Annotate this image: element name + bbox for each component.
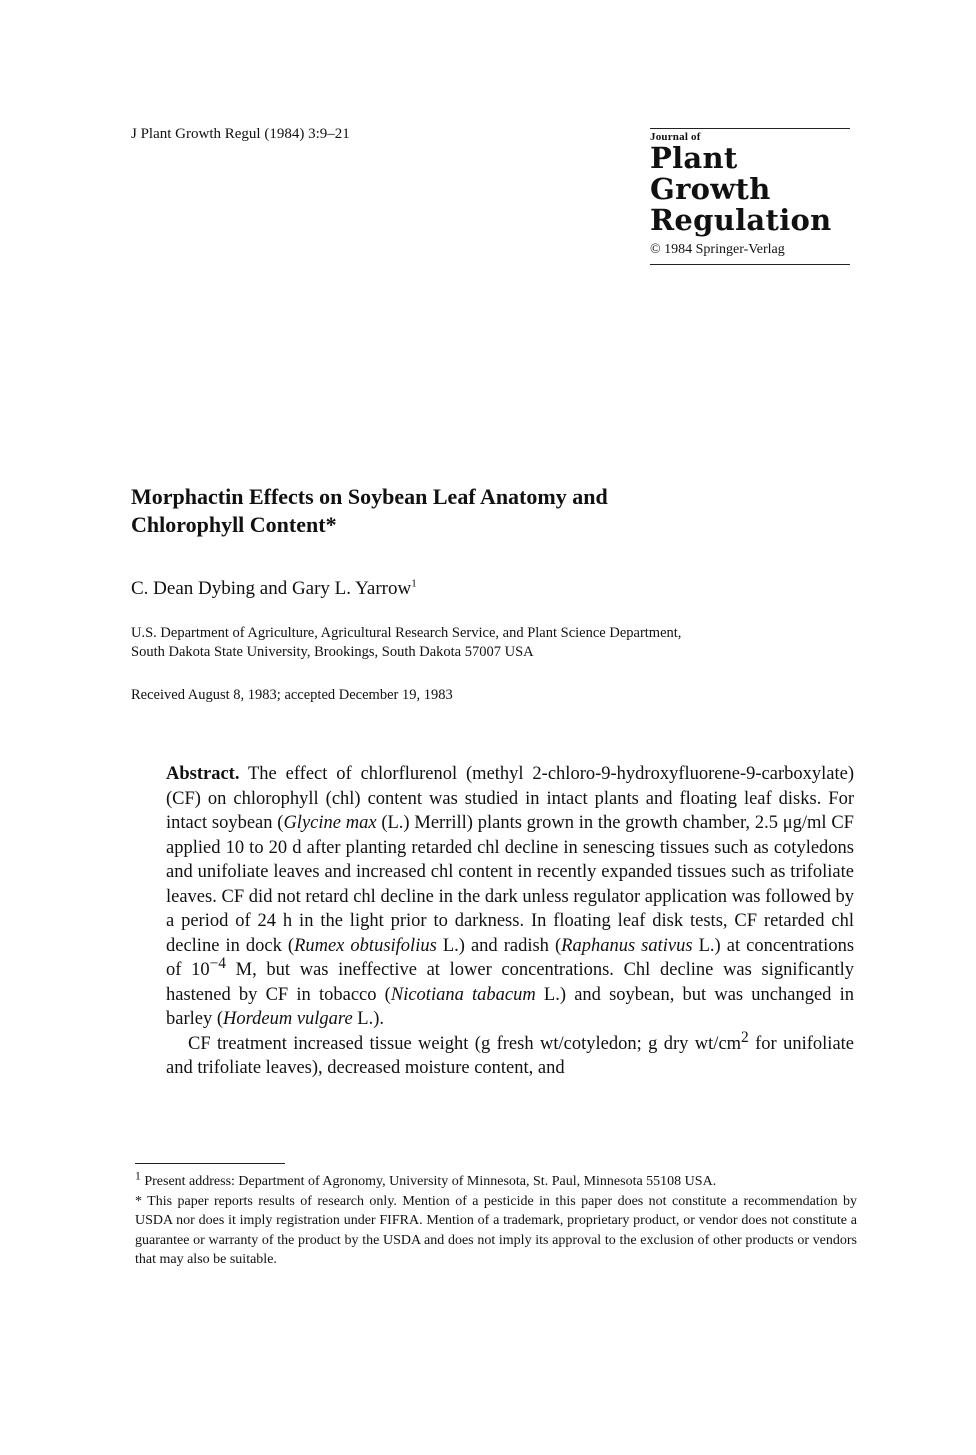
article-title-line1: Morphactin Effects on Soybean Leaf Anatomy and — [131, 484, 608, 509]
logo-journal-of: Journal of — [650, 131, 701, 143]
journal-logo — [650, 128, 850, 265]
journal-citation: J Plant Growth Regul (1984) 3:9–21 — [131, 126, 350, 142]
species-name: Raphanus sativus — [561, 935, 693, 956]
species-name: Nicotiana tabacum — [390, 984, 536, 1005]
footnote-1-text: Present address: Department of Agronomy, University of Minnesota, St. Paul, Minnesota 55108 USA. — [140, 1174, 717, 1189]
logo-bottom-rule — [650, 264, 850, 265]
abstract-paragraph-1 — [166, 762, 854, 1032]
affiliation-line1: U.S. Department of Agriculture, Agricultural Research Service, and Plant Science Department, — [131, 625, 682, 641]
abstract-label: Abstract. — [166, 764, 240, 784]
affiliation — [131, 624, 861, 662]
abstract-text: L.) at concentrations of 10 — [166, 935, 855, 980]
footnote-2: * This paper reports results of research only. Mention of a pesticide in this paper does not constitute a recommendation by USDA nor does it imply registration under FIFRA. Mention of a trademark, proprietary product, or vendor does not constitute a guarantee or warranty of the product by the USDA and does not imply its approval to the exclusion of other products or vendors that may also be suitable. — [135, 1193, 857, 1267]
authors-text: C. Dean Dybing and Gary L. Yarrow — [131, 578, 412, 599]
abstract-text: L.) and radish ( — [436, 935, 562, 956]
footnotes — [135, 1169, 857, 1270]
abstract-text: M, but was ineffective at lower concentrations. Chl decline was significantly hastened by CF in tobacco ( — [166, 960, 854, 1005]
logo-copyright: © 1984 Springer-Verlag — [650, 242, 785, 257]
abstract — [166, 762, 854, 1081]
exponent: −4 — [209, 954, 226, 972]
species-name: Rumex obtusifolius — [294, 935, 437, 956]
species-name: Glycine max — [283, 813, 377, 833]
received-dates: Received August 8, 1983; accepted December 19, 1983 — [131, 687, 453, 703]
abstract-text: CF treatment increased tissue weight (g fresh wt/cotyledon; g dry wt/cm — [188, 1033, 742, 1054]
article-title-line2: Chlorophyll Content* — [131, 512, 337, 537]
abstract-text: for unifoliate and trifoliate leaves), decreased moisture content, and — [166, 1033, 855, 1078]
species-name: Hordeum vulgare — [223, 1009, 353, 1029]
abstract-text: (L.) Merrill) plants grown in the growth chamber, 2.5 μg/ml CF applied 10 to 20 d after planting retarded chl decline in senescing tissues such as cotyledons and unifoliate leaves and increased chl content in recently expanded tissues such as trifoliate leaves. CF did not retard chl decline in the dark unless regulator application was followed by a period of 24 h in the light prior to darkness. In floating leaf disk tests, CF retarded chl decline in dock ( — [166, 813, 854, 956]
footnote-mark: 1 — [135, 1169, 141, 1183]
logo-top-rule — [650, 128, 850, 129]
abstract-text: L.). — [352, 1009, 385, 1029]
abstract-text: L.) and soybean, but was unchanged in barley ( — [166, 984, 854, 1029]
article-title — [131, 483, 731, 539]
abstract-text: The effect of chlorflurenol (methyl 2-chloro-9-hydroxyfluorene-9-carboxylate) (CF) on chlorophyll (chl) content was studied in intact plants and floating leaf disks. For intact soybean ( — [166, 764, 854, 833]
abstract-paragraph-2 — [166, 1028, 855, 1081]
exponent: 2 — [741, 1028, 749, 1046]
author-list — [131, 578, 417, 600]
footnote-1 — [135, 1169, 857, 1192]
logo-word-growth: Growth — [650, 172, 771, 206]
logo-word-regulation: Regulation — [650, 203, 832, 237]
affiliation-line2: South Dakota State University, Brookings, South Dakota 57007 USA — [131, 644, 534, 660]
footnote-rule — [135, 1163, 285, 1164]
author-footnote-mark: 1 — [411, 577, 417, 590]
logo-word-plant: Plant — [650, 141, 738, 175]
